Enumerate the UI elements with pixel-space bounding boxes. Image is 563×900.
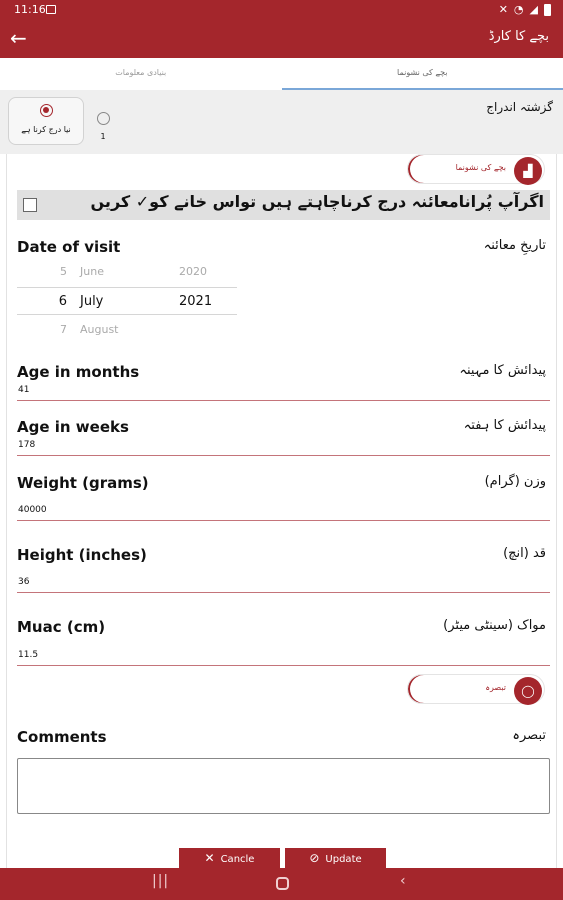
entry-number-label: 1 (100, 132, 106, 141)
entry-option-1[interactable] (95, 110, 111, 141)
nav-back-icon[interactable]: ‹ (400, 873, 406, 889)
muac-label: Muac (cm) (17, 618, 106, 636)
update-button-label: Update (325, 854, 362, 865)
date-of-visit-label-ur: تاریخِ معائنہ (483, 238, 546, 253)
picker-day: 6 (58, 294, 67, 309)
old-checkup-row (17, 190, 550, 220)
age-months-input[interactable]: 41 (17, 383, 550, 401)
age-weeks-label-ur: پیدائش کا ہفتہ (463, 418, 546, 433)
battery-icon (544, 4, 551, 16)
muac-label-ur: مواک (سینٹی میٹر) (443, 618, 546, 633)
system-nav-bar (0, 868, 563, 900)
height-label: Height (inches) (17, 546, 147, 564)
page-title: بچے کا کارڈ (488, 29, 549, 44)
close-icon: ✕ (204, 851, 215, 865)
weight-label: Weight (grams) (17, 474, 149, 492)
new-entry-option[interactable] (8, 97, 84, 145)
comment-bubble-icon: ◯ (514, 677, 542, 705)
date-of-visit-label: Date of visit (17, 238, 121, 256)
age-weeks-label: Age in weeks (17, 418, 129, 436)
muac-input[interactable]: 11.5 (17, 648, 550, 666)
growth-section-toggle[interactable] (407, 154, 545, 184)
comments-label: Comments (17, 728, 107, 746)
status-icons (499, 3, 551, 16)
weight-input[interactable]: 40000 (17, 503, 550, 521)
cancel-button-label: Cancle (220, 854, 255, 865)
date-picker[interactable] (17, 258, 237, 348)
app-bar (0, 20, 563, 58)
tab-child-growth[interactable]: بچے کی نشونما (282, 58, 563, 90)
growth-form-card (6, 154, 557, 868)
previous-entries-bar (0, 90, 563, 154)
check-circle-icon: ⊘ (309, 851, 320, 865)
weight-label-ur: وزن (گرام) (484, 474, 546, 489)
entry-radio-1[interactable] (97, 112, 110, 125)
age-months-label-ur: پیدائش کا مہینہ (459, 363, 546, 378)
home-icon[interactable] (276, 877, 289, 890)
recents-icon[interactable]: ||| (152, 873, 170, 889)
signal-icon: ◢ (529, 3, 538, 16)
new-entry-radio[interactable] (40, 104, 53, 117)
old-checkup-checkbox[interactable] (23, 198, 37, 212)
status-time: 11:16 (14, 3, 46, 16)
chart-icon: ▟ (514, 157, 542, 185)
image-icon (46, 5, 56, 14)
wifi-icon: ◔ (513, 3, 524, 16)
picker-next-day: 7 (60, 323, 67, 336)
age-months-label: Age in months (17, 363, 140, 381)
comments-toggle-label: تبصرہ (485, 683, 506, 692)
comments-label-ur: تبصرہ (512, 728, 546, 743)
picker-prev-month: June (80, 265, 104, 278)
new-entry-label: نیا درج کرنا ہے (21, 125, 71, 134)
previous-entries-label: گزشتہ اندراج (486, 100, 553, 114)
comments-textarea[interactable] (17, 758, 550, 814)
height-input[interactable]: 36 (17, 575, 550, 593)
picker-month: July (80, 294, 104, 309)
old-checkup-text: اگرآپ پُرانامعائنہ درج کرناچاہتے ہیں تواس خانے کو✓ کریں (90, 192, 544, 211)
tab-basic-info[interactable]: بنیادی معلومات (115, 68, 167, 77)
picker-year: 2021 (179, 294, 213, 309)
mute-icon: ✕ (498, 3, 508, 16)
back-arrow-icon[interactable]: ← (10, 26, 27, 50)
date-picker-prev-row[interactable] (17, 258, 237, 286)
update-button[interactable] (285, 848, 386, 868)
age-weeks-input[interactable]: 178 (17, 438, 550, 456)
picker-next-month: August (80, 323, 119, 336)
status-bar (0, 0, 563, 20)
cancel-button[interactable] (179, 848, 280, 868)
picker-prev-day: 5 (60, 265, 67, 278)
picker-prev-year: 2020 (179, 265, 207, 278)
comments-section-toggle[interactable] (407, 674, 545, 704)
tab-bar (0, 58, 563, 90)
growth-toggle-label: بچے کی نشونما (455, 163, 506, 172)
height-label-ur: قد (انچ) (503, 546, 546, 561)
date-picker-next-row[interactable] (17, 316, 237, 344)
date-picker-selected-row[interactable] (17, 287, 237, 315)
